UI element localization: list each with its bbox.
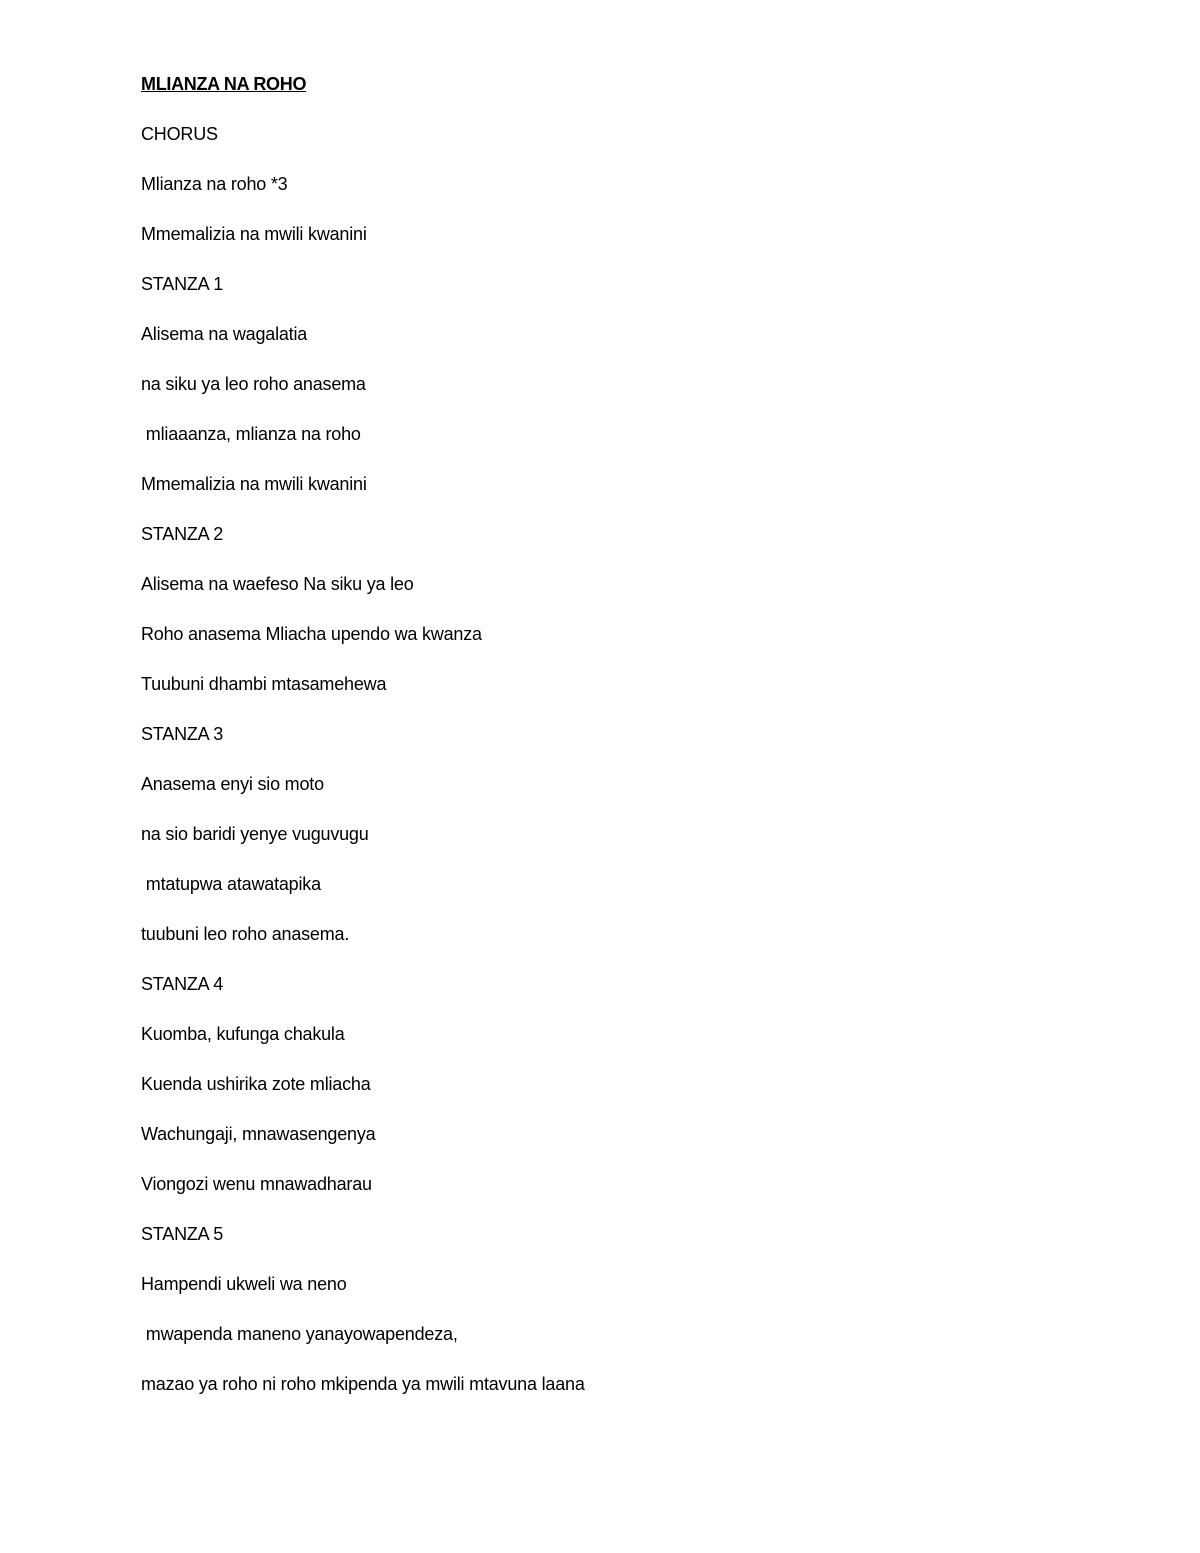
section-heading-stanza-5: STANZA 5 — [141, 1224, 224, 1244]
lyric-line: Hampendi ukweli wa neno — [141, 1274, 347, 1294]
lyric-line: Tuubuni dhambi mtasamehewa — [141, 674, 387, 694]
lyric-line: Alisema na wagalatia — [141, 324, 308, 344]
lyric-line: Viongozi wenu mnawadharau — [141, 1174, 372, 1194]
lyric-line: na siku ya leo roho anasema — [141, 374, 366, 394]
section-heading-stanza-1: STANZA 1 — [141, 274, 224, 294]
lyric-line: mtatupwa atawatapika — [141, 874, 321, 894]
lyric-line: Mlianza na roho *3 — [141, 174, 288, 194]
lyric-line: Mmemalizia na mwili kwanini — [141, 474, 367, 494]
section-heading-chorus: CHORUS — [141, 124, 218, 144]
lyric-line: Mmemalizia na mwili kwanini — [141, 224, 367, 244]
lyric-line: Anasema enyi sio moto — [141, 774, 324, 794]
lyric-line: mliaaanza, mlianza na roho — [141, 424, 361, 444]
lyric-line: Alisema na waefeso Na siku ya leo — [141, 574, 414, 594]
section-heading-stanza-2: STANZA 2 — [141, 524, 224, 544]
lyric-line: mwapenda maneno yanayowapendeza, — [141, 1324, 458, 1344]
lyric-line: na sio baridi yenye vuguvugu — [141, 824, 369, 844]
section-heading-stanza-3: STANZA 3 — [141, 724, 224, 744]
document-body — [141, 72, 1041, 1422]
lyric-line: Kuomba, kufunga chakula — [141, 1024, 345, 1044]
lyric-line: tuubuni leo roho anasema. — [141, 924, 350, 944]
lyric-line: Kuenda ushirika zote mliacha — [141, 1074, 371, 1094]
lyric-line: Roho anasema Mliacha upendo wa kwanza — [141, 624, 482, 644]
section-heading-stanza-4: STANZA 4 — [141, 974, 224, 994]
document-title: MLIANZA NA ROHO — [141, 74, 307, 94]
lyric-line: Wachungaji, mnawasengenya — [141, 1124, 376, 1144]
lyric-line: mazao ya roho ni roho mkipenda ya mwili mtavuna laana — [141, 1374, 585, 1394]
